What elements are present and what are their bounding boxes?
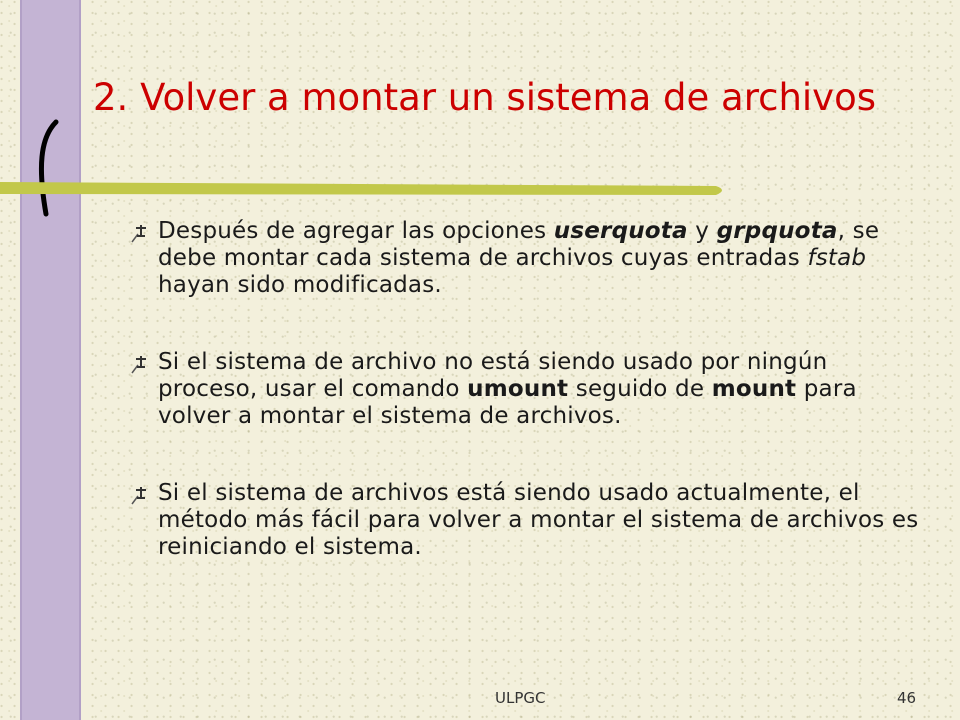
bullet-text bbox=[158, 349, 928, 430]
command-mount: mount bbox=[711, 376, 797, 402]
bullet-item bbox=[128, 480, 928, 561]
bullet-item bbox=[128, 349, 928, 430]
page-number: 46 bbox=[897, 689, 917, 707]
pushpin-icon bbox=[128, 484, 150, 508]
text-span: y bbox=[687, 218, 717, 244]
option-userquota: userquota bbox=[553, 218, 688, 244]
slide-title: 2. Volver a montar un sistema de archivos bbox=[93, 76, 876, 119]
bullet-item bbox=[128, 218, 928, 299]
text-span: para volver a montar el sistema de archivos. bbox=[158, 376, 857, 429]
bullet-list bbox=[128, 218, 928, 611]
text-span: , se debe montar cada sistema de archivos cuyas entradas bbox=[158, 218, 880, 271]
option-grpquota: grpquota bbox=[716, 218, 838, 244]
left-decorative-bar bbox=[20, 0, 81, 720]
file-fstab: fstab bbox=[807, 245, 867, 271]
footer-institution: ULPGC bbox=[495, 689, 546, 707]
bullet-text bbox=[158, 218, 928, 299]
command-umount: umount bbox=[467, 376, 569, 402]
text-span: Si el sistema de archivo no está siendo usado por ningún proceso, usar el comando bbox=[158, 349, 828, 402]
pushpin-icon bbox=[128, 222, 150, 246]
text-span: Después de agregar las opciones bbox=[158, 218, 554, 244]
bullet-text bbox=[158, 480, 928, 561]
bracket-icon bbox=[34, 118, 64, 218]
title-underline-rule bbox=[0, 178, 730, 200]
text-span: seguido de bbox=[568, 376, 712, 402]
pushpin-icon bbox=[128, 353, 150, 377]
text-span: Si el sistema de archivos está siendo usado actualmente, el método más fácil para volver a montar el sistema de archivos es reiniciando el sistema. bbox=[158, 480, 919, 560]
text-span: hayan sido modificadas. bbox=[158, 272, 442, 298]
